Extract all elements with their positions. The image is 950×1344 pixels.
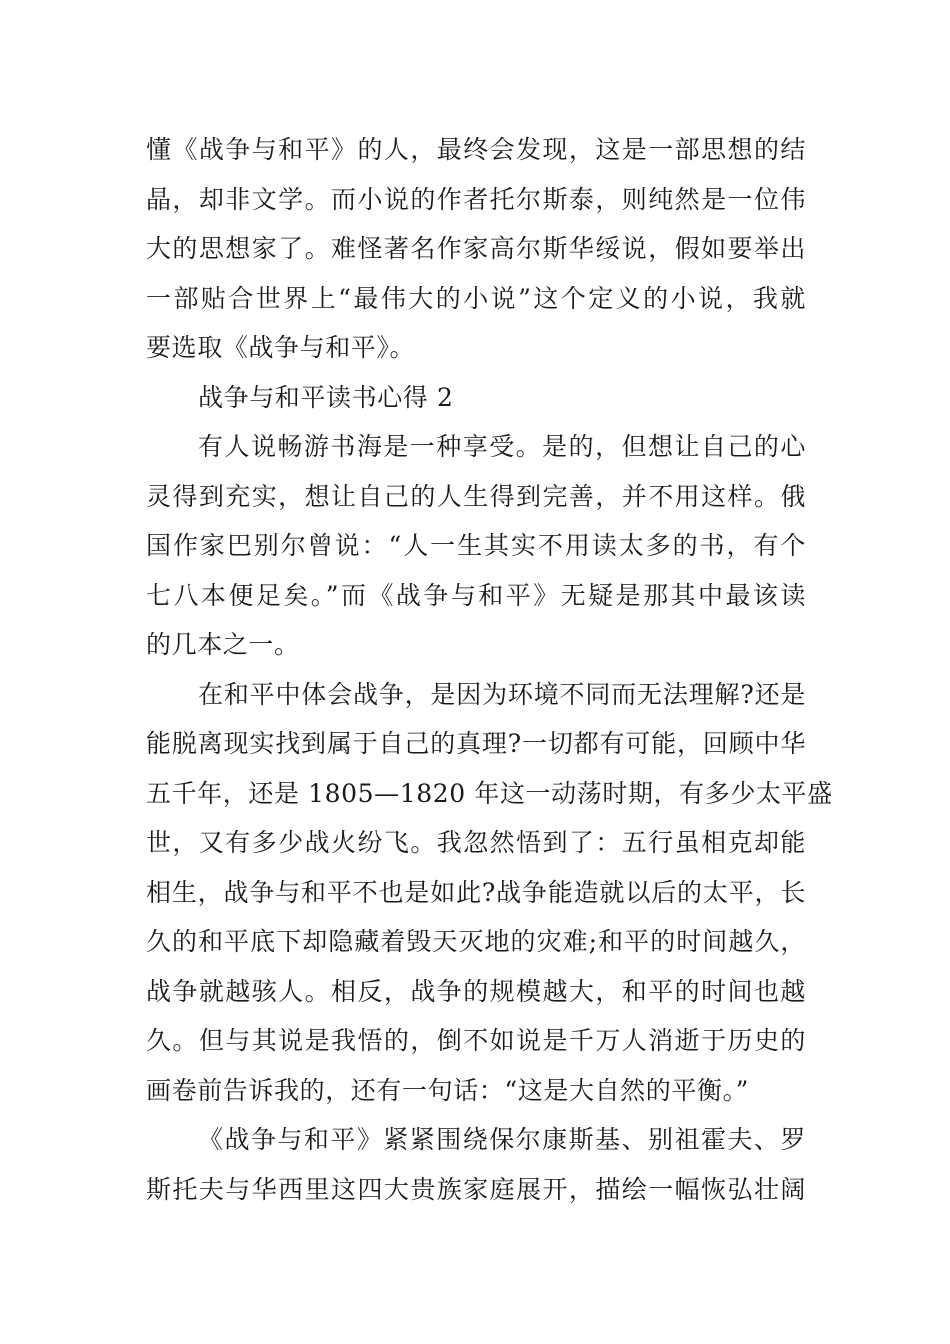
text-line: 一部贴合世界上“最伟大的小说”这个定义的小说，我就 (146, 283, 806, 313)
text-line: 战争与和平读书心得 2 (198, 382, 454, 412)
text-line: 大的思想家了。难怪著名作家高尔斯华绥说，假如要举出 (146, 234, 806, 263)
text-line: 《战争与和平》紧紧围绕保尔康斯基、别祖霍夫、罗 (198, 1125, 806, 1154)
text-line: 灵得到充实，想让自己的人生得到完善，并不用这样。俄 (146, 481, 806, 511)
text-line: 能脱离现实找到属于自己的真理?一切都有可能，回顾中华 (146, 729, 806, 758)
text-line: 五千年，还是 1805—1820 年这一动荡时期，有多少太平盛 (146, 778, 833, 808)
text-line: 久的和平底下却隐藏着毁天灭地的灾难;和平的时间越久， (146, 927, 806, 956)
text-line: 世，又有多少战火纷飞。我忽然悟到了：五行虽相克却能 (146, 828, 806, 857)
text-line: 懂《战争与和平》的人，最终会发现，这是一部思想的结 (146, 135, 806, 164)
text-line: 晶，却非文学。而小说的作者托尔斯泰，则纯然是一位伟 (146, 184, 806, 214)
text-line: 相生，战争与和平不也是如此?战争能造就以后的太平，长 (146, 877, 806, 907)
text-line: 国作家巴别尔曾说：“人一生其实不用读太多的书，有个 (146, 531, 806, 560)
text-line: 有人说畅游书海是一种享受。是的，但想让自己的心 (198, 432, 806, 461)
text-line: 的几本之一。 (146, 630, 300, 659)
document-body (146, 125, 833, 1214)
text-line: 七八本便足矣。”而《战争与和平》无疑是那其中最该读 (146, 580, 806, 610)
text-line: 斯托夫与华西里这四大贵族家庭展开，描绘一幅恢弘壮阔 (146, 1174, 806, 1204)
text-line: 画卷前告诉我的，还有一句话：“这是大自然的平衡。” (146, 1075, 750, 1105)
text-line: 要选取《战争与和平》。 (146, 333, 416, 362)
text-line: 久。但与其说是我悟的，倒不如说是千万人消逝于历史的 (146, 1026, 806, 1055)
text-line: 战争就越骇人。相反，战争的规模越大，和平的时间也越 (146, 976, 806, 1006)
text-line: 在和平中体会战争，是因为环境不同而无法理解?还是 (198, 679, 806, 709)
